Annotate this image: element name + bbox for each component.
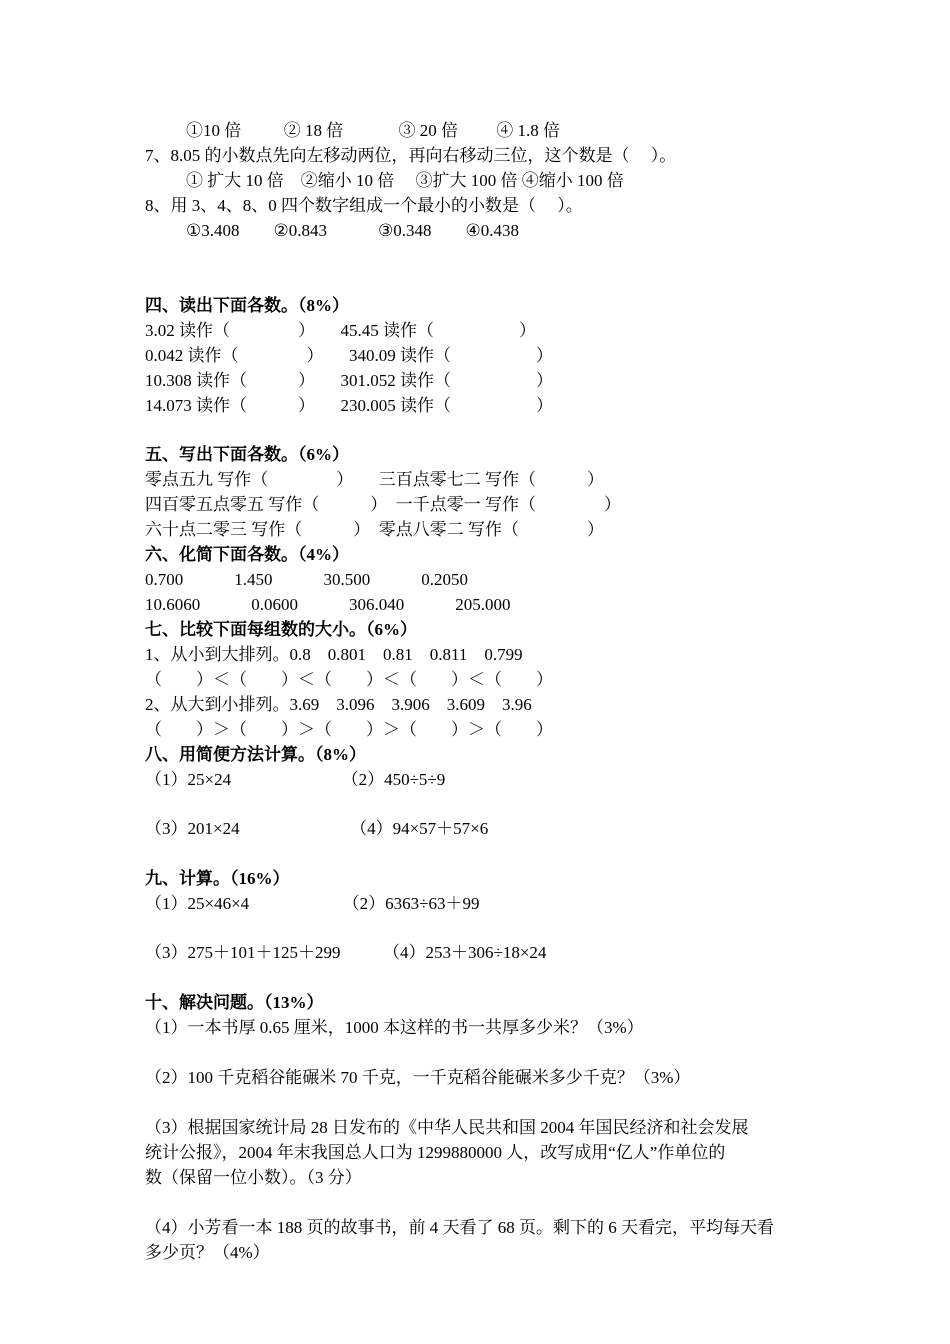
section-7-q2-blanks: （ ）＞（ ）＞（ ）＞（ ）＞（ ） [145, 720, 553, 739]
section-6-row: 10.6060 0.0600 306.040 205.000 [145, 595, 511, 614]
section-10-q4-line2: 多少页？（4%） [145, 1243, 270, 1262]
section-4-row: 14.073 读作（ ） 230.005 读作（ ） [145, 396, 553, 415]
section-8-heading: 八、用简便方法计算。（8%） [145, 745, 366, 764]
q8-options: ①3.408 ②0.843 ③0.348 ④0.438 [186, 221, 519, 240]
section-10-q3-line1: （3）根据国家统计局 28 日发布的《中华人民共和国 2004 年国民经济和社会发展 [145, 1118, 749, 1137]
q7-options: ① 扩大 10 倍 ②缩小 10 倍 ③扩大 100 倍 ④缩小 100 倍 [186, 171, 624, 190]
section-6-row: 0.700 1.450 30.500 0.2050 [145, 570, 468, 589]
section-10-heading: 十、解决问题。（13%） [145, 993, 324, 1012]
section-4-row: 3.02 读作（ ） 45.45 读作（ ） [145, 321, 536, 340]
section-10-q3-line2: 统计公报》，2004 年末我国总人口为 1299880000 人，改写成用“亿人”作单位的 [145, 1143, 726, 1162]
section-9-row: （1）25×46×4 （2）6363÷63＋99 [145, 894, 480, 913]
q8-text: 8、用 3、4、8、0 四个数字组成一个最小的小数是（ ）。 [145, 196, 583, 215]
section-7-q1: 1、从小到大排列。0.8 0.801 0.81 0.811 0.799 [145, 645, 523, 664]
section-10-q1: （1）一本书厚 0.65 厘米，1000 本这样的书一共厚多少米？（3%） [145, 1018, 644, 1037]
section-5-heading: 五、写出下面各数。（6%） [145, 445, 349, 464]
section-8-row: （3）201×24 （4）94×57＋57×6 [145, 819, 489, 838]
section-9-heading: 九、计算。（16%） [145, 869, 290, 888]
section-5-row: 四百零五点零五 写作（ ） 一千点零一 写作（ ） [145, 495, 621, 514]
section-10-q2: （2）100 千克稻谷能碾米 70 千克，一千克稻谷能碾米多少千克？（3%） [145, 1068, 691, 1087]
section-5-row: 零点五九 写作（ ） 三百点零七二 写作（ ） [145, 470, 604, 489]
q6-options: ①10 倍 ② 18 倍 ③ 20 倍 ④ 1.8 倍 [186, 121, 560, 140]
q7-text: 7、8.05 的小数点先向左移动两位，再向右移动三位，这个数是（ ）。 [145, 146, 677, 165]
section-8-row: （1）25×24 （2）450÷5÷9 [145, 770, 446, 789]
section-4-heading: 四、读出下面各数。（8%） [145, 296, 349, 315]
section-10-q4-line1: （4）小芳看一本 188 页的故事书，前 4 天看了 68 页。剩下的 6 天看完，平均每天看 [145, 1218, 774, 1237]
section-7-heading: 七、比较下面每组数的大小。（6%） [145, 620, 417, 639]
section-5-row: 六十点二零三 写作（ ） 零点八零二 写作（ ） [145, 520, 604, 539]
section-10-q3-line3: 数（保留一位小数）。（3 分） [145, 1168, 362, 1187]
section-7-q1-blanks: （ ）＜（ ）＜（ ）＜（ ）＜（ ） [145, 670, 553, 689]
section-6-heading: 六、化简下面各数。（4%） [145, 545, 349, 564]
section-9-row: （3）275＋101＋125＋299 （4）253＋306÷18×24 [145, 943, 547, 962]
section-4-row: 10.308 读作（ ） 301.052 读作（ ） [145, 371, 553, 390]
section-7-q2: 2、从大到小排列。3.69 3.096 3.906 3.609 3.96 [145, 695, 532, 714]
section-4-row: 0.042 读作（ ） 340.09 读作（ ） [145, 346, 553, 365]
